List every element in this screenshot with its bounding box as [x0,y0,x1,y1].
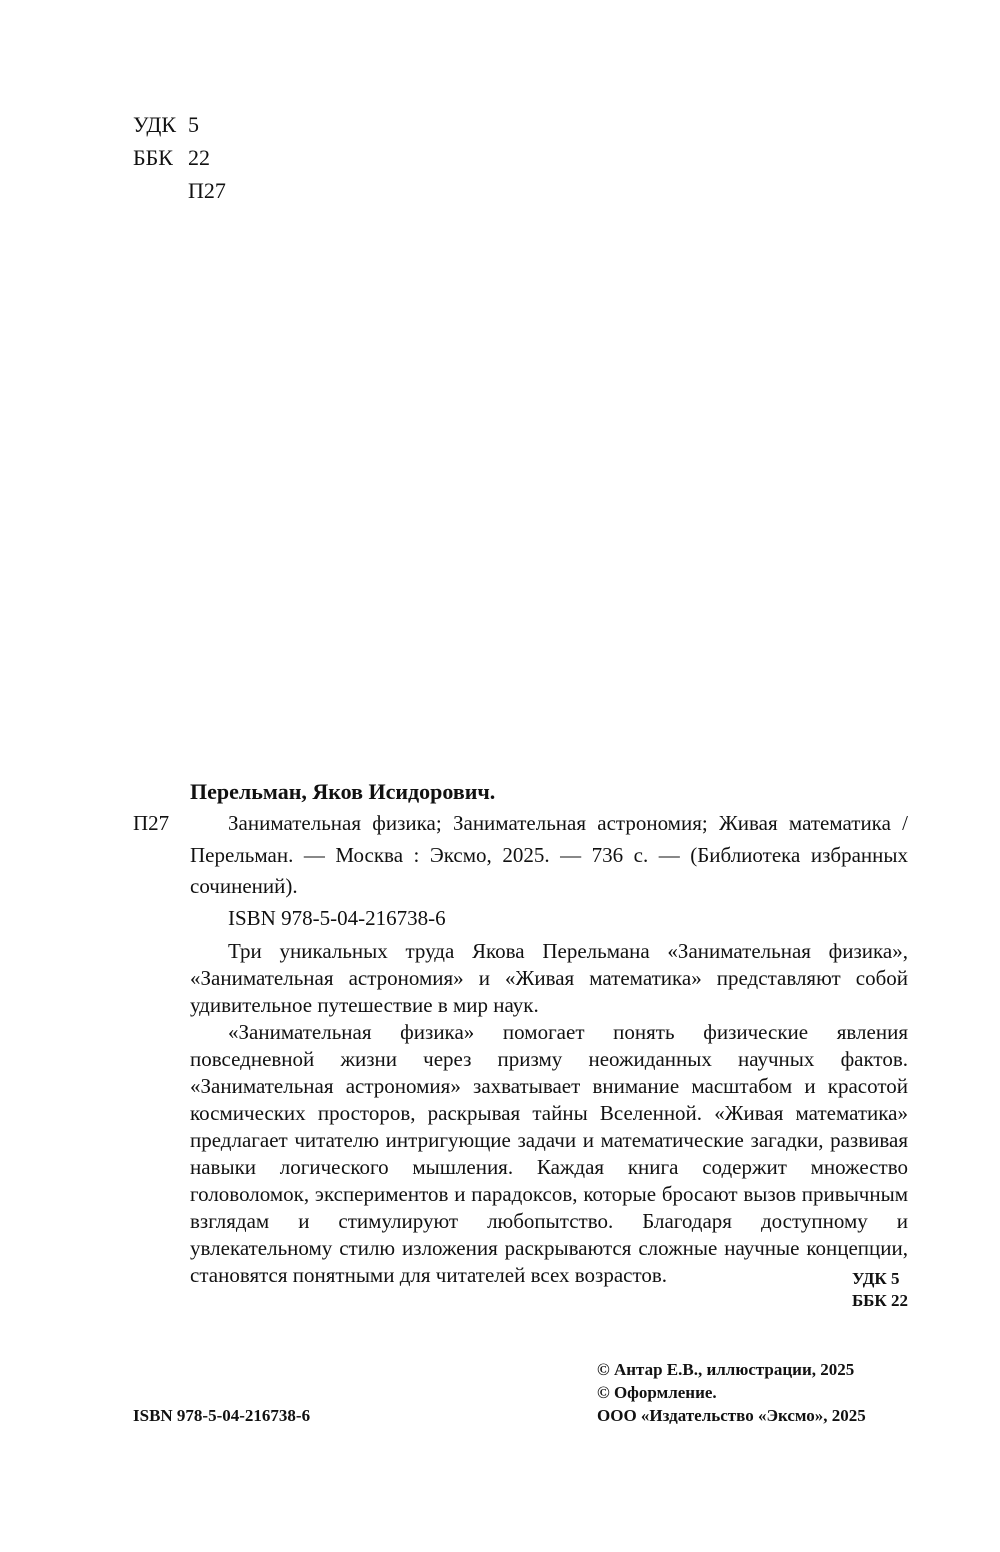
copyright-design: © Оформление. [597,1383,717,1402]
entry-isbn: ISBN 978-5-04-216738-6 [228,906,446,930]
top-classification-codes [133,108,226,207]
udk-value: 5 [188,112,199,137]
bbk-value: 22 [188,145,210,170]
annotation-paragraph: «Занимательная физика» помогает понять физические явления повседневной жизни через призму неожиданных научных фактов. «Занимательная астрономия» захватывает внимание масштабом и красотой космических просторов, раскрывая тайны Вселенной. «Живая математика» предлагает читателю интригующие задачи и математические загадки, развивая навыки логического мышления. Каждая книга содержит множество головоломок, экспериментов и парадоксов, которые бросают вызов привычным взглядам и стимулируют любопытство. Благодаря доступному и увлекательному стилю изложения раскрываются сложные научные концепции, становятся понятными для читателей всех возрастов. [190,1020,908,1287]
bbk-row [133,141,226,174]
udk-bottom: УДК 5 [851,1269,900,1288]
udk-row [133,108,226,141]
copyright-block [597,1358,917,1427]
bbk-label: ББК [133,145,173,170]
annotation [190,938,908,1289]
annotation-paragraph: Три уникальных труда Якова Перельмана «Занимательная физика», «Занимательная астрономия» и «Живая математика» представляют собой удивительное путешествие в мир наук. [190,939,908,1017]
copyright-publisher: ООО «Издательство «Эксмо», 2025 [597,1406,866,1425]
author-mark-top: П27 [188,178,226,203]
author-mark-entry: П27 [133,811,170,835]
udk-label: УДК [133,112,177,137]
bbk-bottom: ББК 22 [851,1291,908,1310]
bibliographic-description: Занимательная физика; Занимательная астрономия; Живая математика / Перельман. — Москва : Эксмо, 2025. — 736 с. — (Библиотека избранных сочинений). [190,811,908,898]
author-heading: Перельман, Яков Исидорович. [190,779,496,804]
isbn-bottom: ISBN 978-5-04-216738-6 [133,1406,311,1425]
bottom-classification-codes [852,1268,908,1312]
copyright-illustrations: © Антар Е.В., иллюстрации, 2025 [597,1360,855,1379]
